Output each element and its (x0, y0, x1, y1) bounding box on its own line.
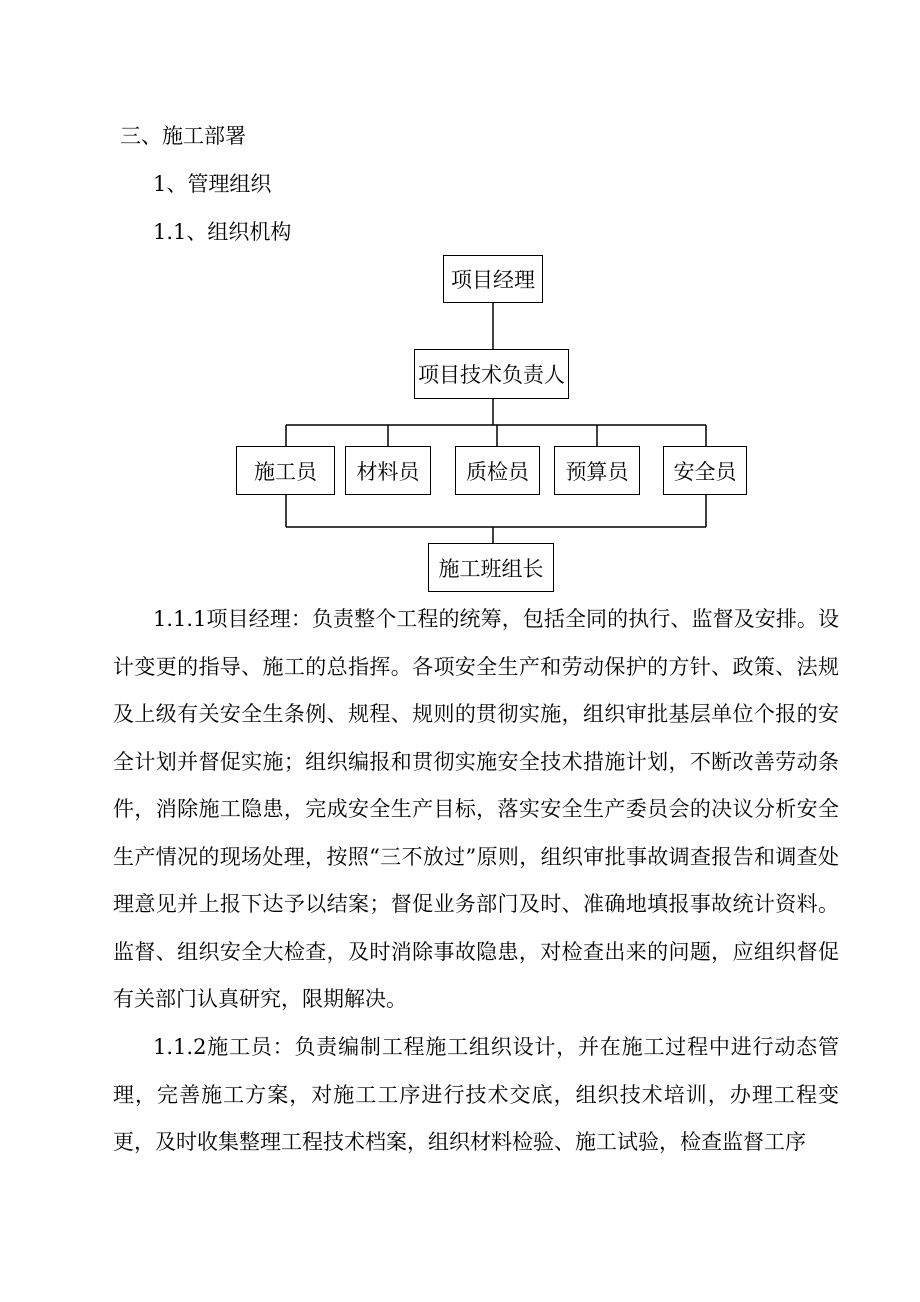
org-box-materials-officer: 材料员 (345, 446, 431, 495)
org-box-budget-officer: 预算员 (554, 446, 640, 495)
org-box-construction-worker: 施工员 (236, 446, 335, 495)
org-box-project-manager: 项目经理 (443, 255, 543, 303)
subsection-heading: 1、管理组织 (153, 172, 272, 196)
section-heading: 三、施工部署 (120, 124, 246, 148)
paragraph-construction-worker: 1.1.2施工员：负责编制工程施工组织设计，并在施工过程中进行动态管理，完善施工方案，对施工工序进行技术交底，组织技术培训，办理工程变更，及时收集整理工程技术档案，组织材料检验、施工试验，检查监督工序 (113, 1035, 839, 1154)
org-box-safety-officer: 安全员 (663, 446, 747, 495)
paragraph-project-manager: 1.1.1项目经理：负责整个工程的统筹，包括全同的执行、监督及安排。设计变更的指导、施工的总指挥。各项安全生产和劳动保护的方针、政策、法规及上级有关安全生条例、规程、规则的贯彻实施，组织审批基层单位个报的安全计划并督促实施；组织编报和贯彻实施安全技术措施计划，不断改善劳动条件，消除施工隐患，完成安全生产目标，落实安全生产委员会的决议分析安全生产情况的现场处理，按照“三不放过”原则，组织审批事故调查报告和调查处理意见并上报下达予以结案；督促业务部门及时、准确地填报事故统计资料。监督、组织安全大检查，及时消除事故隐患，对检查出来的问题，应组织督促有关部门认真研究，限期解决。 (113, 607, 839, 1011)
subsubsection-heading: 1.1、组织机构 (153, 220, 292, 244)
org-box-team-leader: 施工班组长 (428, 543, 554, 592)
org-box-technical-lead: 项目技术负责人 (414, 349, 569, 399)
org-box-quality-inspector: 质检员 (455, 446, 540, 495)
